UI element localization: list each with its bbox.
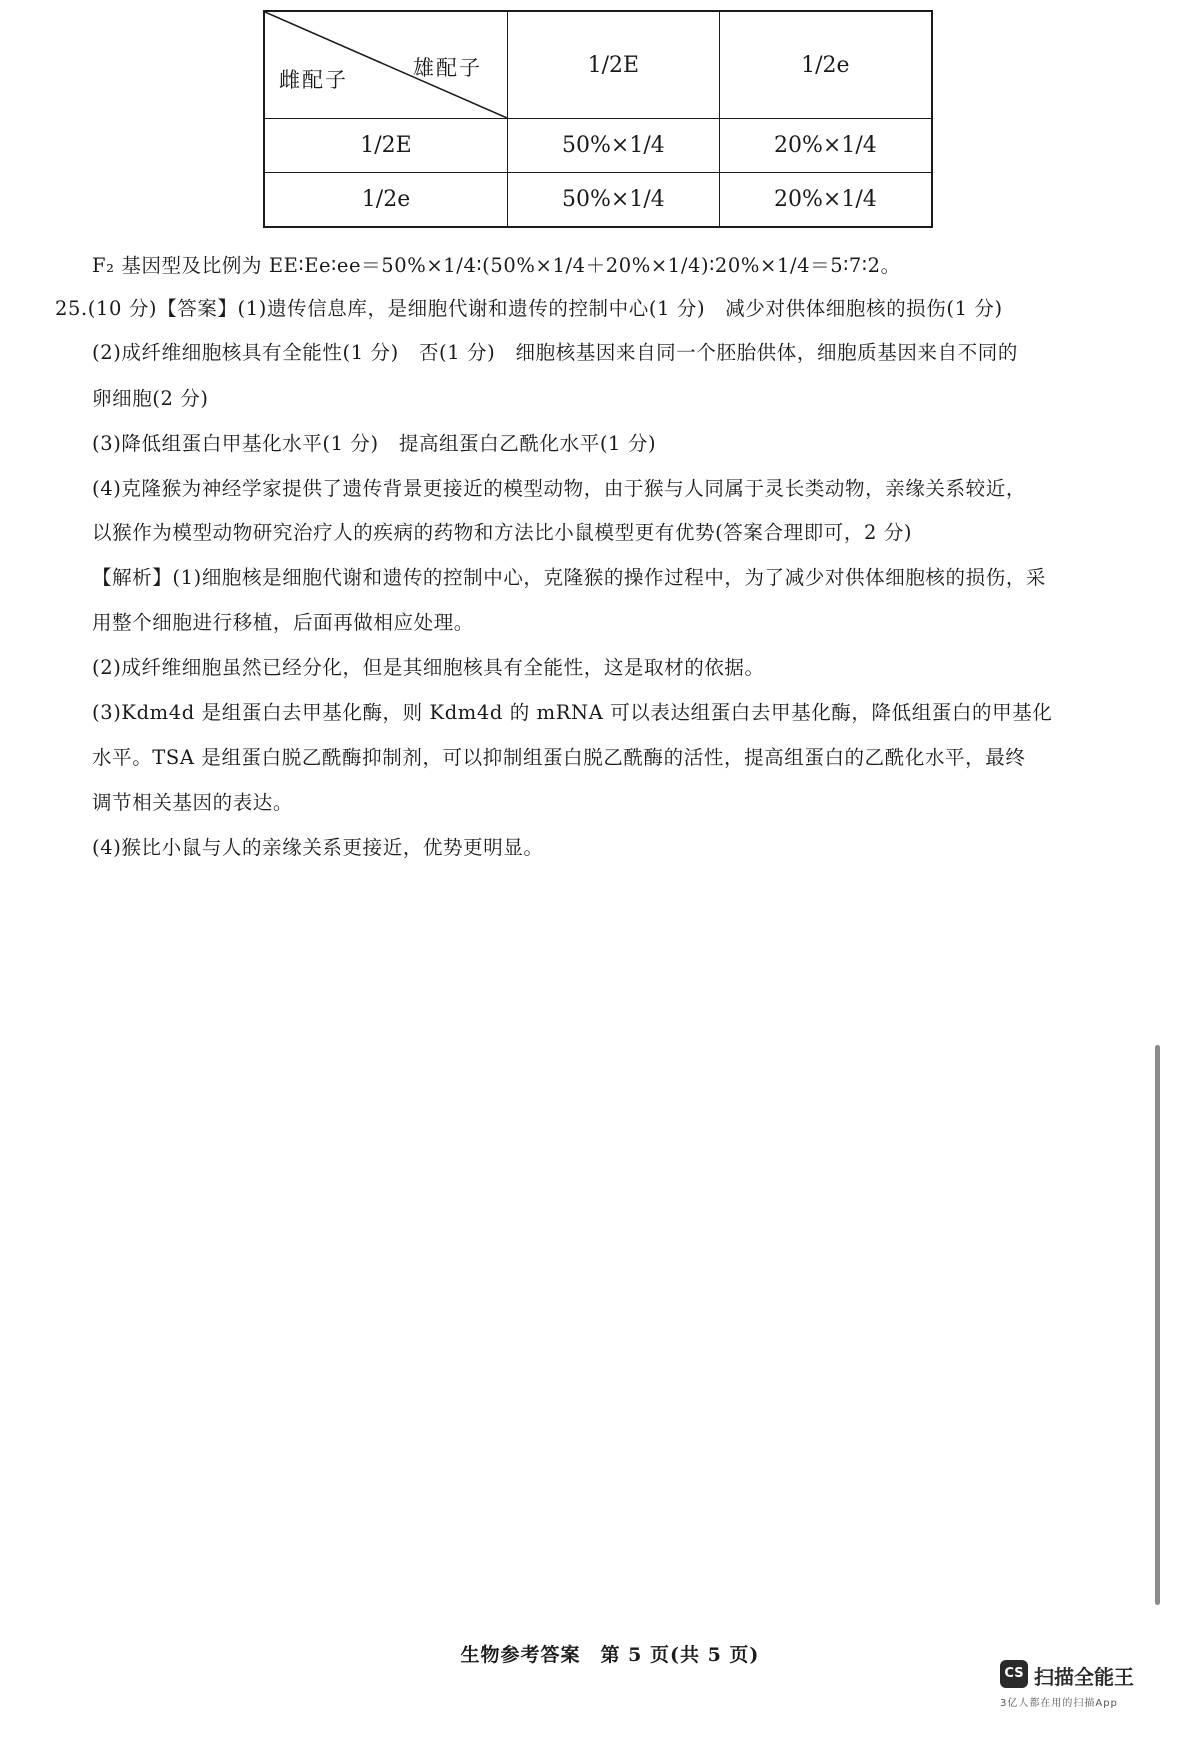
watermark-title: 扫描全能王 [1034,1665,1134,1689]
analysis-line: 水平。TSA 是组蛋白脱乙酰酶抑制剂，可以抑制组蛋白脱乙酰酶的活性，提高组蛋白的乙酰化水平，最终 [92,746,1026,769]
answer-line: 以猴作为模型动物研究治疗人的疾病的药物和方法比小鼠模型更有优势(答案合理即可，2 分) [92,521,913,544]
table-row [264,119,932,173]
analysis-line: 【解析】(1)细胞核是细胞代谢和遗传的控制中心，克隆猴的操作过程中，为了减少对供体细胞核的损伤，采 [92,566,1047,589]
f2-ratio-line: F₂ 基因型及比例为 EE∶Ee∶ee＝50%×1/4∶(50%×1/4＋20%×1/4)∶20%×1/4＝5∶7∶2。 [92,254,901,277]
scanner-watermark [1000,1660,1190,1720]
answer-line: (4)克隆猴为神经学家提供了遗传背景更接近的模型动物，由于猴与人同属于灵长类动物，亲缘关系较近， [92,477,1026,500]
page-footer: 生物参考答案 第 5 页(共 5 页) [460,1644,760,1666]
col-header-cell: 1/2e [719,11,932,119]
table-header-row [264,11,932,119]
table-cell: 50%×1/4 [508,119,720,173]
analysis-line: (2)成纤维细胞虽然已经分化，但是其细胞核具有全能性，这是取材的依据。 [92,656,765,679]
answer-line: (2)成纤维细胞核具有全能性(1 分) 否(1 分) 细胞核基因来自同一个胚胎供体，细胞质基因来自不同的 [92,341,1018,364]
analysis-line: (4)猴比小鼠与人的亲缘关系更接近，优势更明显。 [92,836,544,859]
punnett-square-table [263,10,933,228]
analysis-line: (3)Kdm4d 是组蛋白去甲基化酶，则 Kdm4d 的 mRNA 可以表达组蛋白去甲基化酶，降低组蛋白的甲基化 [92,701,1053,724]
watermark-subtitle: 3亿人都在用的扫描App [1000,1698,1118,1709]
row-header-cell: 1/2e [264,173,508,228]
table-cell: 20%×1/4 [719,119,932,173]
female-gamete-label: 雌配子 [279,68,348,92]
table-corner-cell [264,11,508,119]
scan-edge-bar [1155,1045,1160,1605]
camscanner-logo-icon: CS [1000,1660,1028,1688]
col-header-cell: 1/2E [508,11,720,119]
row-header-cell: 1/2E [264,119,508,173]
answer-line: 卵细胞(2 分) [92,387,209,410]
male-gamete-label: 雄配子 [413,56,482,80]
analysis-line: 用整个细胞进行移植，后面再做相应处理。 [92,611,474,634]
answer-line: 25.(10 分)【答案】(1)遗传信息库，是细胞代谢和遗传的控制中心(1 分) 减少对供体细胞核的损伤(1 分) [55,297,1003,320]
analysis-line: 调节相关基因的表达。 [92,791,294,814]
answer-line: (3)降低组蛋白甲基化水平(1 分) 提高组蛋白乙酰化水平(1 分) [92,432,657,455]
table-cell: 50%×1/4 [508,173,720,228]
table-cell: 20%×1/4 [719,173,932,228]
table-row [264,173,932,228]
